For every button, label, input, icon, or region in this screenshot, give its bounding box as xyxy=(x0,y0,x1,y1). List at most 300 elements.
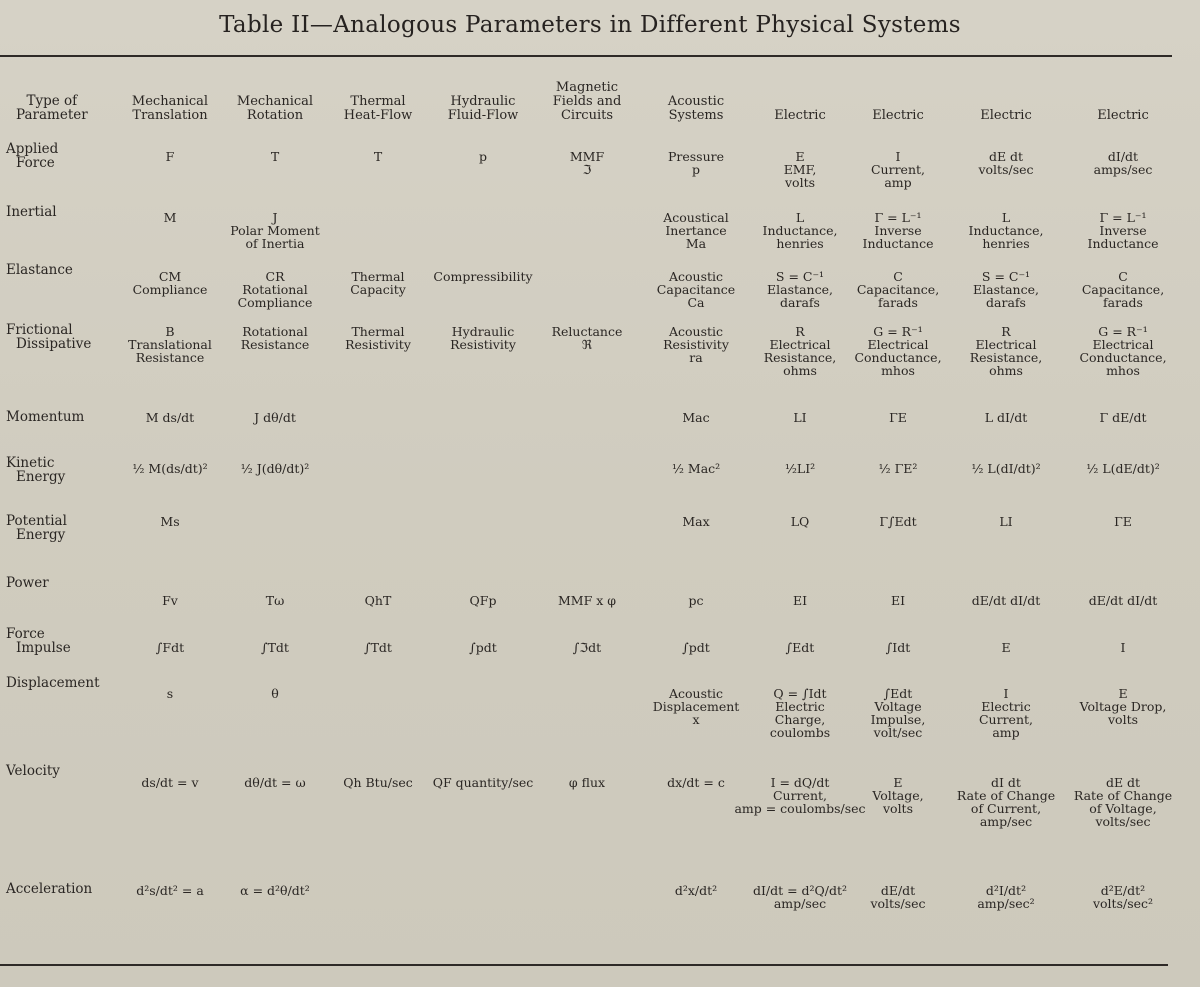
cell-line: F xyxy=(165,149,175,164)
cell-line: Inductance xyxy=(1087,236,1159,251)
table-cell xyxy=(433,776,534,789)
table-cell xyxy=(469,641,497,654)
cell-line: p xyxy=(478,149,488,164)
table-cell xyxy=(663,325,729,364)
row-label-line: Frictional xyxy=(6,322,73,338)
table-cell xyxy=(969,211,1044,250)
cell-line: volts/sec xyxy=(978,162,1034,177)
cell-line: S = C⁻¹ xyxy=(775,269,825,284)
cell-line: Electrical xyxy=(1092,337,1154,352)
cell-line: E xyxy=(1118,686,1128,701)
table-cell xyxy=(261,641,289,654)
header-line: Rotation xyxy=(246,108,304,123)
row-label-line: Inertial xyxy=(6,204,57,220)
cell-line: ds/dt = v xyxy=(141,775,199,790)
header-line: Fluid-Flow xyxy=(447,108,519,123)
cell-line: dE dt xyxy=(1105,775,1141,790)
table-cell xyxy=(793,594,807,607)
cell-line: Capacitance, xyxy=(856,282,940,297)
table-cell xyxy=(653,687,740,726)
cell-line: Resistance xyxy=(135,350,205,365)
cell-line: amp xyxy=(992,725,1020,740)
cell-line: Fv xyxy=(162,593,178,608)
table-cell xyxy=(156,641,184,654)
cell-line: Acoustic xyxy=(668,269,724,284)
cell-line: J dθ/dt xyxy=(254,410,296,425)
cell-line: Resistivity xyxy=(663,337,729,352)
cell-line: EMF, xyxy=(783,162,817,177)
table-cell xyxy=(271,150,279,163)
cell-line: ∫Idt xyxy=(885,640,911,655)
table-cell xyxy=(1074,776,1172,828)
cell-line: volt/sec xyxy=(873,725,923,740)
row-label xyxy=(6,764,60,778)
header-line: Thermal xyxy=(350,94,406,109)
header-line: Electric xyxy=(774,108,826,123)
cell-line: Inertance xyxy=(665,223,727,238)
table-cell xyxy=(871,687,926,739)
column-header-6 xyxy=(668,95,724,123)
table-cell xyxy=(786,641,815,654)
table-cell xyxy=(164,211,177,224)
table-cell xyxy=(230,211,319,250)
table-cell xyxy=(889,411,907,424)
cell-line: MMF x φ xyxy=(557,593,617,608)
row-label-line: Displacement xyxy=(6,675,100,691)
header-line: Mechanical xyxy=(236,94,314,109)
cell-line: Hydraulic xyxy=(451,324,515,339)
column-header-2 xyxy=(237,95,313,123)
header-line: Acoustic xyxy=(667,94,725,109)
cell-line: Ma xyxy=(685,236,707,251)
table-cell xyxy=(254,411,296,424)
row-label-line: Power xyxy=(6,575,49,591)
table-cell xyxy=(891,594,905,607)
cell-line: henries xyxy=(776,236,824,251)
cell-line: ½ L(dE/dt)² xyxy=(1086,461,1160,476)
cell-line: ℑ xyxy=(582,162,592,177)
column-header-5 xyxy=(553,81,622,123)
table-cell xyxy=(970,325,1043,377)
cell-line: ∫Edt xyxy=(883,686,913,701)
cell-line: Mac xyxy=(682,410,710,425)
cell-line: θ xyxy=(271,686,279,701)
cell-line: volts/sec xyxy=(1095,814,1151,829)
cell-line: E xyxy=(893,775,903,790)
cell-line: volts/sec xyxy=(870,896,926,911)
cell-line: Pressure xyxy=(667,149,725,164)
cell-line: Compliance xyxy=(237,295,313,310)
table-cell xyxy=(978,150,1033,176)
row-label-line: Momentum xyxy=(6,409,85,425)
cell-line: dE dt xyxy=(988,149,1024,164)
cell-line: Resistivity xyxy=(345,337,411,352)
table-cell xyxy=(1079,325,1166,377)
cell-line: farads xyxy=(1103,295,1143,310)
cell-line: coulombs xyxy=(769,725,831,740)
cell-line: Electrical xyxy=(769,337,831,352)
cell-line: E xyxy=(1001,640,1011,655)
table-cell xyxy=(667,776,725,789)
cell-line: I xyxy=(1003,686,1009,701)
table-cell xyxy=(1093,884,1153,910)
table-cell xyxy=(569,776,605,789)
row-label-line: Energy xyxy=(16,469,66,485)
table-cell xyxy=(365,594,392,607)
cell-line: R xyxy=(795,324,805,339)
cell-line: φ flux xyxy=(568,775,606,790)
cell-line: Γ dE/dt xyxy=(1099,410,1147,425)
cell-line: Q = ∫Idt xyxy=(773,686,827,701)
table-cell xyxy=(734,776,865,815)
top-rule xyxy=(0,55,1172,57)
cell-line: volts xyxy=(882,801,914,816)
header-line: Electric xyxy=(980,108,1032,123)
table-cell xyxy=(793,411,806,424)
cell-line: darafs xyxy=(986,295,1026,310)
cell-line: ∫pdt xyxy=(682,640,710,655)
cell-line: ℜ xyxy=(581,337,593,352)
table-cell xyxy=(350,270,406,296)
header-line: Hydraulic xyxy=(450,94,516,109)
cell-line: Displacement xyxy=(652,699,740,714)
column-header-8 xyxy=(872,109,924,123)
cell-line: Capacitance, xyxy=(1081,282,1165,297)
column-header-9 xyxy=(980,109,1032,123)
cell-line: Γ = L⁻¹ xyxy=(874,210,922,225)
table-cell xyxy=(1088,211,1159,250)
cell-line: ∫Tdt xyxy=(261,640,289,655)
header-line: Fields and xyxy=(552,94,622,109)
cell-line: dI/dt = d²Q/dt² xyxy=(752,883,848,898)
cell-line: QFp xyxy=(469,593,497,608)
cell-line: amp/sec² xyxy=(977,896,1035,911)
cell-line: LI xyxy=(793,410,807,425)
cell-line: Current, xyxy=(772,788,827,803)
table-cell xyxy=(133,270,208,296)
table-cell xyxy=(238,270,313,309)
row-label-line: Velocity xyxy=(6,763,60,779)
row-label-line: Acceleration xyxy=(6,881,93,897)
table-cell xyxy=(668,150,724,176)
cell-line: Γ = L⁻¹ xyxy=(1099,210,1147,225)
cell-line: Compressibility xyxy=(433,269,533,284)
cell-line: QhT xyxy=(364,593,392,608)
cell-line: of Voltage, xyxy=(1089,801,1157,816)
cell-line: I = dQ/dt xyxy=(770,775,830,790)
header-line: Electric xyxy=(1097,108,1149,123)
table-cell xyxy=(870,884,925,910)
cell-line: ohms xyxy=(989,363,1023,378)
cell-line: amp xyxy=(884,175,912,190)
cell-line: M xyxy=(163,210,177,225)
cell-line: Γ∫Edt xyxy=(879,514,917,529)
cell-line: I xyxy=(895,149,901,164)
cell-line: CR xyxy=(265,269,285,284)
cell-line: Electric xyxy=(981,699,1031,714)
cell-line: M ds/dt xyxy=(145,410,195,425)
cell-line: d²s/dt² = a xyxy=(136,883,204,898)
header-line: Parameter xyxy=(16,107,88,123)
table-cell xyxy=(244,776,305,789)
cell-line: dθ/dt = ω xyxy=(244,775,306,790)
cell-line: Resistance xyxy=(240,337,310,352)
header-line: Type of xyxy=(26,93,78,109)
cell-line: amp = coulombs/sec xyxy=(734,801,866,816)
cell-line: ½ M(ds/dt)² xyxy=(132,461,208,476)
row-label-line: Force xyxy=(16,155,55,171)
table-cell xyxy=(879,462,918,475)
table-cell xyxy=(785,462,815,475)
cell-line: Conductance, xyxy=(854,350,942,365)
table-cell xyxy=(957,776,1055,828)
table-cell xyxy=(675,884,717,897)
table-cell xyxy=(999,515,1012,528)
table-cell xyxy=(1114,515,1132,528)
table-cell xyxy=(886,641,910,654)
cell-line: G = R⁻¹ xyxy=(873,324,923,339)
cell-line: Inverse xyxy=(1099,223,1147,238)
row-label xyxy=(6,882,92,896)
cell-line: Resistance, xyxy=(969,350,1043,365)
cell-line: Tω xyxy=(265,593,285,608)
row-label-line: Dissipative xyxy=(16,336,92,352)
table-cell xyxy=(682,411,709,424)
cell-line: dI/dt xyxy=(1107,149,1139,164)
cell-line: E xyxy=(795,149,805,164)
cell-line: Capacitance xyxy=(656,282,736,297)
cell-line: ½ J(dθ/dt)² xyxy=(240,461,310,476)
row-label-line: Energy xyxy=(16,527,66,543)
cell-line: d²I/dt² xyxy=(985,883,1027,898)
table-cell xyxy=(479,150,487,163)
cell-line: p xyxy=(691,162,701,177)
table-cell xyxy=(1001,641,1010,654)
table-cell xyxy=(767,270,833,309)
table-cell xyxy=(1094,150,1153,176)
cell-line: LI xyxy=(999,514,1013,529)
row-label xyxy=(6,627,71,655)
table-cell xyxy=(977,884,1034,910)
cell-line: Thermal xyxy=(351,324,405,339)
cell-line: T xyxy=(270,149,280,164)
cell-line: LQ xyxy=(790,514,810,529)
cell-line: dI dt xyxy=(991,775,1021,790)
table-cell xyxy=(166,150,175,163)
cell-line: mhos xyxy=(881,363,915,378)
cell-line: Current, xyxy=(978,712,1034,727)
table-cell xyxy=(160,515,179,528)
cell-line: dE/dt xyxy=(880,883,916,898)
cell-line: s xyxy=(166,686,174,701)
header-line: Circuits xyxy=(560,108,614,123)
cell-line: ½ Mac² xyxy=(671,461,721,476)
row-label xyxy=(6,263,73,277)
table-cell xyxy=(985,411,1027,424)
cell-line: Current, xyxy=(870,162,926,177)
row-label xyxy=(6,456,65,484)
header-line: Translation xyxy=(132,108,208,123)
header-line: Mechanical xyxy=(131,94,209,109)
row-label-line: Force xyxy=(6,626,45,642)
table-cell xyxy=(271,687,279,700)
table-cell xyxy=(763,211,838,250)
cell-line: volts xyxy=(784,175,816,190)
table-cell xyxy=(570,150,604,176)
row-label-line: Impulse xyxy=(16,640,71,656)
table-cell xyxy=(128,325,212,364)
table-cell xyxy=(672,462,720,475)
cell-line: EI xyxy=(792,593,808,608)
cell-line: d²E/dt² xyxy=(1100,883,1146,898)
cell-line: Charge, xyxy=(774,712,826,727)
cell-line: x xyxy=(692,712,700,727)
table-cell xyxy=(132,462,207,475)
row-label xyxy=(6,410,84,424)
table-cell xyxy=(141,776,198,789)
table-cell xyxy=(682,641,710,654)
row-label xyxy=(6,576,49,590)
cell-line: Ms xyxy=(160,514,180,529)
cell-line: Polar Moment xyxy=(230,223,320,238)
table-cell xyxy=(1099,411,1146,424)
table-cell xyxy=(1089,594,1158,607)
table-cell xyxy=(872,776,923,815)
table-cell xyxy=(972,594,1041,607)
row-label xyxy=(6,205,57,219)
cell-line: Conductance, xyxy=(1079,350,1167,365)
column-header-3 xyxy=(344,95,413,123)
cell-line: Resistivity xyxy=(450,337,516,352)
table-cell xyxy=(764,325,837,377)
table-cell xyxy=(871,150,925,189)
cell-line: Inductance, xyxy=(762,223,838,238)
table-cell xyxy=(558,594,616,607)
table-cell xyxy=(433,270,532,283)
table-cell xyxy=(450,325,516,351)
cell-line: Resistance, xyxy=(763,350,837,365)
cell-line: Acoustic xyxy=(668,686,724,701)
cell-line: Acoustical xyxy=(663,210,729,225)
cell-line: Rotational xyxy=(242,282,308,297)
cell-line: ½ L(dI/dt)² xyxy=(971,461,1041,476)
cell-line: ½ ΓE² xyxy=(878,461,918,476)
cell-line: ΓE xyxy=(889,410,907,425)
table-cell xyxy=(657,270,735,309)
cell-line: L xyxy=(1001,210,1011,225)
cell-line: L xyxy=(795,210,805,225)
row-label-line: Kinetic xyxy=(6,455,55,471)
cell-line: Ca xyxy=(687,295,705,310)
bottom-rule xyxy=(0,964,1168,966)
column-header-1 xyxy=(132,95,208,123)
table-cell xyxy=(241,325,310,351)
cell-line: Impulse, xyxy=(870,712,926,727)
cell-line: Compliance xyxy=(132,282,208,297)
cell-line: Max xyxy=(682,514,710,529)
header-line: Systems xyxy=(668,108,724,123)
cell-line: C xyxy=(1118,269,1128,284)
table-cell xyxy=(973,270,1039,309)
table-cell xyxy=(162,594,178,607)
cell-line: ra xyxy=(689,350,703,365)
row-label-line: Applied xyxy=(6,141,59,157)
cell-line: MMF xyxy=(569,149,605,164)
cell-line: α = d²θ/dt² xyxy=(240,883,310,898)
cell-line: farads xyxy=(878,295,918,310)
table-cell xyxy=(753,884,847,910)
cell-line: L dI/dt xyxy=(984,410,1028,425)
cell-line: R xyxy=(1001,324,1011,339)
cell-line: Capacity xyxy=(350,282,406,297)
table-cell xyxy=(136,884,204,897)
table-cell xyxy=(345,325,411,351)
table-cell xyxy=(857,270,939,309)
cell-line: ΓE xyxy=(1114,514,1132,529)
table-cell xyxy=(863,211,934,250)
header-line: Electric xyxy=(872,108,924,123)
cell-line: Inductance xyxy=(862,236,934,251)
table-cell xyxy=(470,594,497,607)
cell-line: volts/sec² xyxy=(1092,896,1154,911)
cell-line: B xyxy=(165,324,175,339)
row-label-line: Potential xyxy=(6,513,67,529)
cell-line: Rotational xyxy=(242,324,308,339)
header-line: Magnetic xyxy=(555,80,619,95)
table-cell xyxy=(1086,462,1160,475)
cell-line: Electrical xyxy=(975,337,1037,352)
cell-line: G = R⁻¹ xyxy=(1098,324,1148,339)
cell-line: henries xyxy=(982,236,1030,251)
cell-line: QF quantity/sec xyxy=(432,775,534,790)
cell-line: Electric xyxy=(775,699,825,714)
cell-line: Voltage Drop, xyxy=(1079,699,1167,714)
column-header-7 xyxy=(774,109,826,123)
table-cell xyxy=(854,325,941,377)
table-cell xyxy=(343,776,413,789)
table-cell xyxy=(374,150,382,163)
cell-line: Elastance, xyxy=(767,282,833,297)
cell-line: Thermal xyxy=(351,269,405,284)
cell-line: volts xyxy=(1107,712,1139,727)
row-label xyxy=(6,514,67,542)
cell-line: mhos xyxy=(1106,363,1140,378)
table-cell xyxy=(879,515,916,528)
table-cell xyxy=(791,515,810,528)
cell-line: Elastance, xyxy=(973,282,1039,297)
cell-line: Rate of Change xyxy=(956,788,1056,803)
cell-line: ∫Edt xyxy=(785,640,815,655)
cell-line: d²x/dt² xyxy=(674,883,718,898)
table-cell xyxy=(1121,641,1126,654)
table-cell xyxy=(266,594,285,607)
cell-line: dx/dt = c xyxy=(667,775,725,790)
cell-line: Reluctance xyxy=(551,324,623,339)
cell-line: ∫Tdt xyxy=(364,640,392,655)
column-header-10 xyxy=(1097,109,1149,123)
header-line: Heat-Flow xyxy=(343,108,413,123)
cell-line: Inductance, xyxy=(968,223,1044,238)
cell-line: ∫ℑdt xyxy=(572,640,602,655)
table-cell xyxy=(167,687,173,700)
table-title: Table II—Analogous Parameters in Different Physical Systems xyxy=(219,12,961,38)
table-cell xyxy=(240,884,310,897)
table-cell xyxy=(688,594,703,607)
table-cell xyxy=(682,515,709,528)
table-cell xyxy=(784,150,817,189)
cell-line: Electrical xyxy=(867,337,929,352)
cell-line: ohms xyxy=(783,363,817,378)
